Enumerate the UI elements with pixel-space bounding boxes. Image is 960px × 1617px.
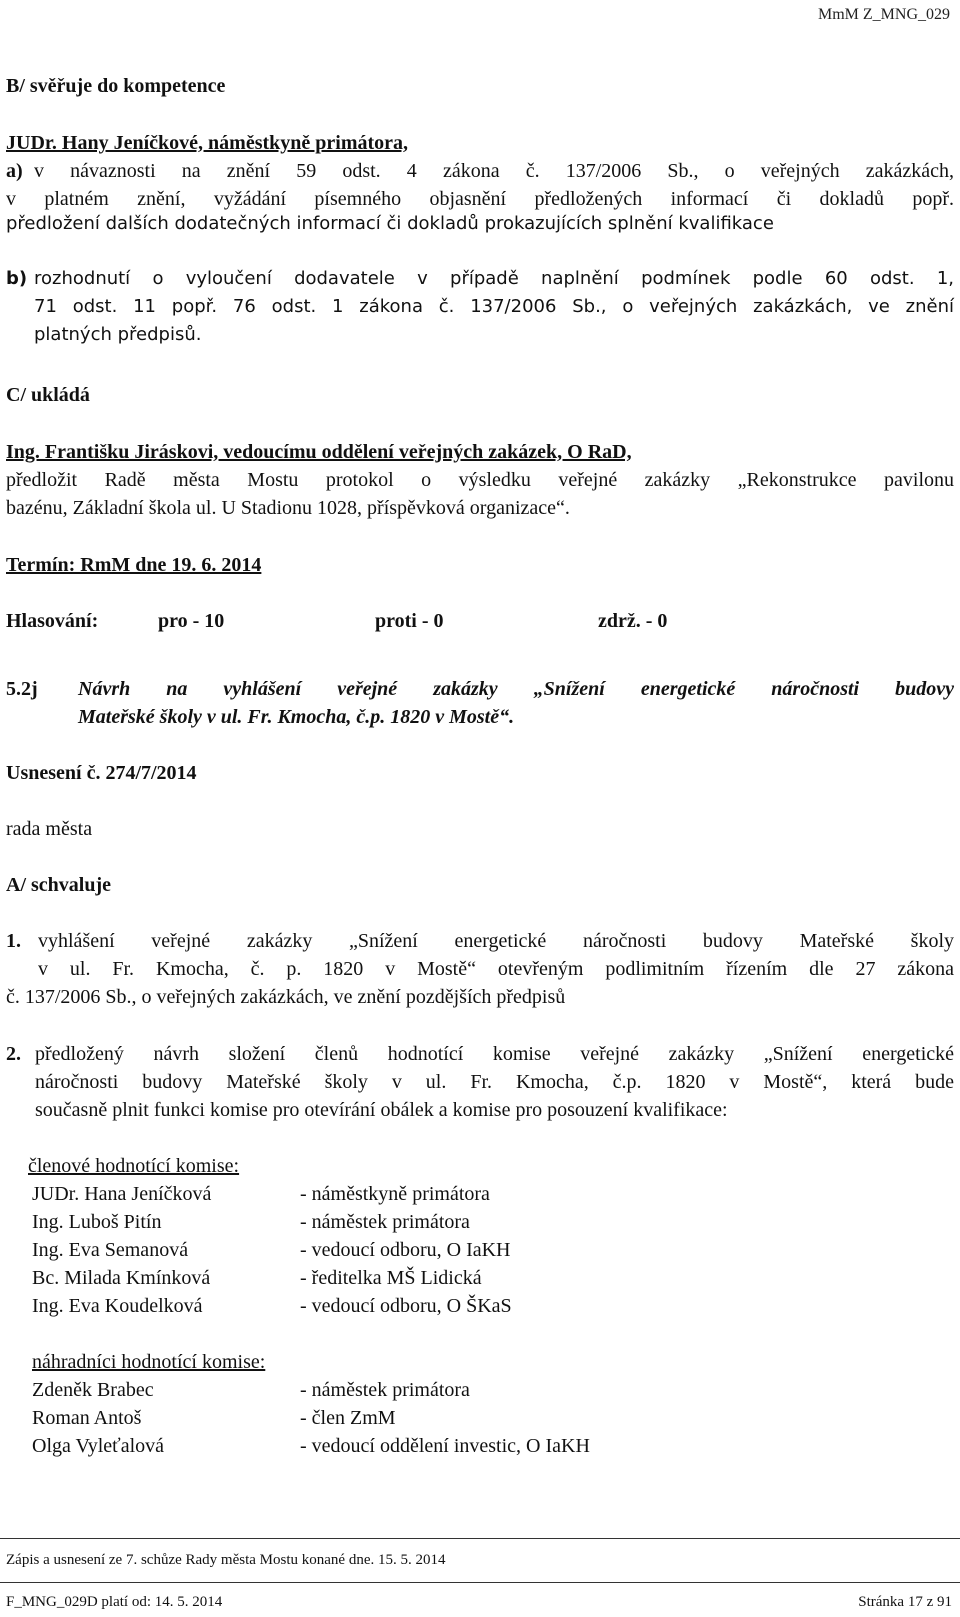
substitute-name: Olga Vyleťalová: [32, 1435, 165, 1457]
point-1-line2: v ul. Fr. Kmocha, č. p. 1820 v Mostě“ otevřeným podlimitním řízením dle 27 zákona: [38, 958, 954, 980]
voting-zdrz: zdrž. - 0: [598, 610, 668, 632]
footer-minutes: Zápis a usnesení ze 7. schůze Rady města Mostu konané dne. 15. 5. 2014: [6, 1552, 446, 1568]
substitute-role: - náměstek primátora: [300, 1379, 470, 1401]
point-2-number: 2.: [6, 1043, 21, 1065]
section-c-line1: předložit Radě města Mostu protokol o výsledku veřejné zakázky „Rekonstrukce pavilonu: [6, 469, 954, 491]
section-b-b-line1: rozhodnutí o vyloučení dodavatele v případě naplnění podmínek podle 60 odst. 1,: [34, 268, 954, 289]
section-b-b-label: b): [6, 268, 28, 289]
resolution-a-heading: A/ schvaluje: [6, 874, 111, 896]
substitutes-heading: náhradníci hodnotící komise:: [32, 1351, 266, 1373]
footer-divider-top: [0, 1538, 960, 1539]
voting-label: Hlasování:: [6, 610, 99, 632]
member-name: JUDr. Hana Jeníčková: [32, 1183, 212, 1205]
resolution-number: Usnesení č. 274/7/2014: [6, 762, 197, 784]
section-b-b-line2: 71 odst. 11 popř. 76 odst. 1 zákona č. 137/2006 Sb., o veřejných zakázkách, ve znění: [34, 296, 954, 317]
member-name: Ing. Eva Semanová: [32, 1239, 189, 1261]
section-b-a-label: a): [6, 160, 23, 182]
member-name: Ing. Eva Koudelková: [32, 1295, 203, 1317]
voting-proti: proti - 0: [375, 610, 444, 632]
member-name: Bc. Milada Kmínková: [32, 1267, 211, 1289]
point-2-line2: náročnosti budovy Mateřské školy v ul. Fr. Kmocha, č.p. 1820 v Mostě“, která bude: [35, 1071, 954, 1093]
header-code: MmM Z_MNG_029: [817, 6, 950, 23]
item-title-line2: Mateřské školy v ul. Fr. Kmocha, č.p. 1820 v Mostě“.: [78, 706, 515, 728]
section-c-line2: bazénu, Základní škola ul. U Stadionu 1028, příspěvková organizace“.: [6, 497, 570, 519]
point-1-line1: vyhlášení veřejné zakázky „Snížení energetické náročnosti budovy Mateřské školy: [38, 930, 954, 952]
section-b-b-line3: platných předpisů.: [34, 324, 202, 345]
substitute-name: Roman Antoš: [32, 1407, 142, 1429]
point-1-line3: č. 137/2006 Sb., o veřejných zakázkách, ve znění pozdějších předpisů: [6, 986, 566, 1008]
section-b-a-line3: předložení dalších dodatečných informací či dokladů prokazujících splnění kvalifikace: [6, 213, 774, 234]
point-1-number: 1.: [6, 930, 21, 952]
section-b-person: JUDr. Hany Jeníčkové, náměstkyně primátora,: [6, 132, 409, 154]
resolution-body: rada města: [6, 818, 93, 840]
footer-page: Stránka 17 z 91: [858, 1594, 952, 1610]
section-c-heading: C/ ukládá: [6, 384, 90, 406]
section-b-heading: B/ svěřuje do kompetence: [6, 75, 226, 97]
section-c-deadline: Termín: RmM dne 19. 6. 2014: [6, 554, 262, 576]
member-role: - ředitelka MŠ Lidická: [300, 1267, 482, 1289]
footer-form: F_MNG_029D platí od: 14. 5. 2014: [6, 1594, 223, 1610]
point-2-line1: předložený návrh složení členů hodnotící komise veřejné zakázky „Snížení energetické: [35, 1043, 954, 1065]
member-role: - vedoucí odboru, O ŠKaS: [300, 1295, 512, 1317]
footer-divider-bottom: [0, 1582, 960, 1583]
member-role: - vedoucí odboru, O IaKH: [300, 1239, 511, 1261]
point-2-line3: současně plnit funkci komise pro otevírání obálek a komise pro posouzení kvalifikace:: [35, 1099, 728, 1121]
member-role: - náměstek primátora: [300, 1211, 470, 1233]
substitute-role: - člen ZmM: [300, 1407, 396, 1429]
section-b-a-line1: v návaznosti na znění 59 odst. 4 zákona č. 137/2006 Sb., o veřejných zakázkách,: [34, 160, 954, 182]
member-role: - náměstkyně primátora: [300, 1183, 490, 1205]
section-c-person: Ing. Františku Jiráskovi, vedoucímu oddělení veřejných zakázek, O RaD,: [6, 441, 632, 463]
item-title-line1: Návrh na vyhlášení veřejné zakázky „Snížení energetické náročnosti budovy: [78, 678, 954, 700]
member-name: Ing. Luboš Pitín: [32, 1211, 162, 1233]
voting-pro: pro - 10: [158, 610, 225, 632]
substitute-role: - vedoucí oddělení investic, O IaKH: [300, 1435, 590, 1457]
item-number: 5.2j: [6, 678, 38, 700]
section-b-a-line2: v platném znění, vyžádání písemného objasnění předložených informací či dokladů popř.: [6, 188, 954, 210]
substitute-name: Zdeněk Brabec: [32, 1379, 154, 1401]
members-heading: členové hodnotící komise:: [28, 1155, 240, 1177]
